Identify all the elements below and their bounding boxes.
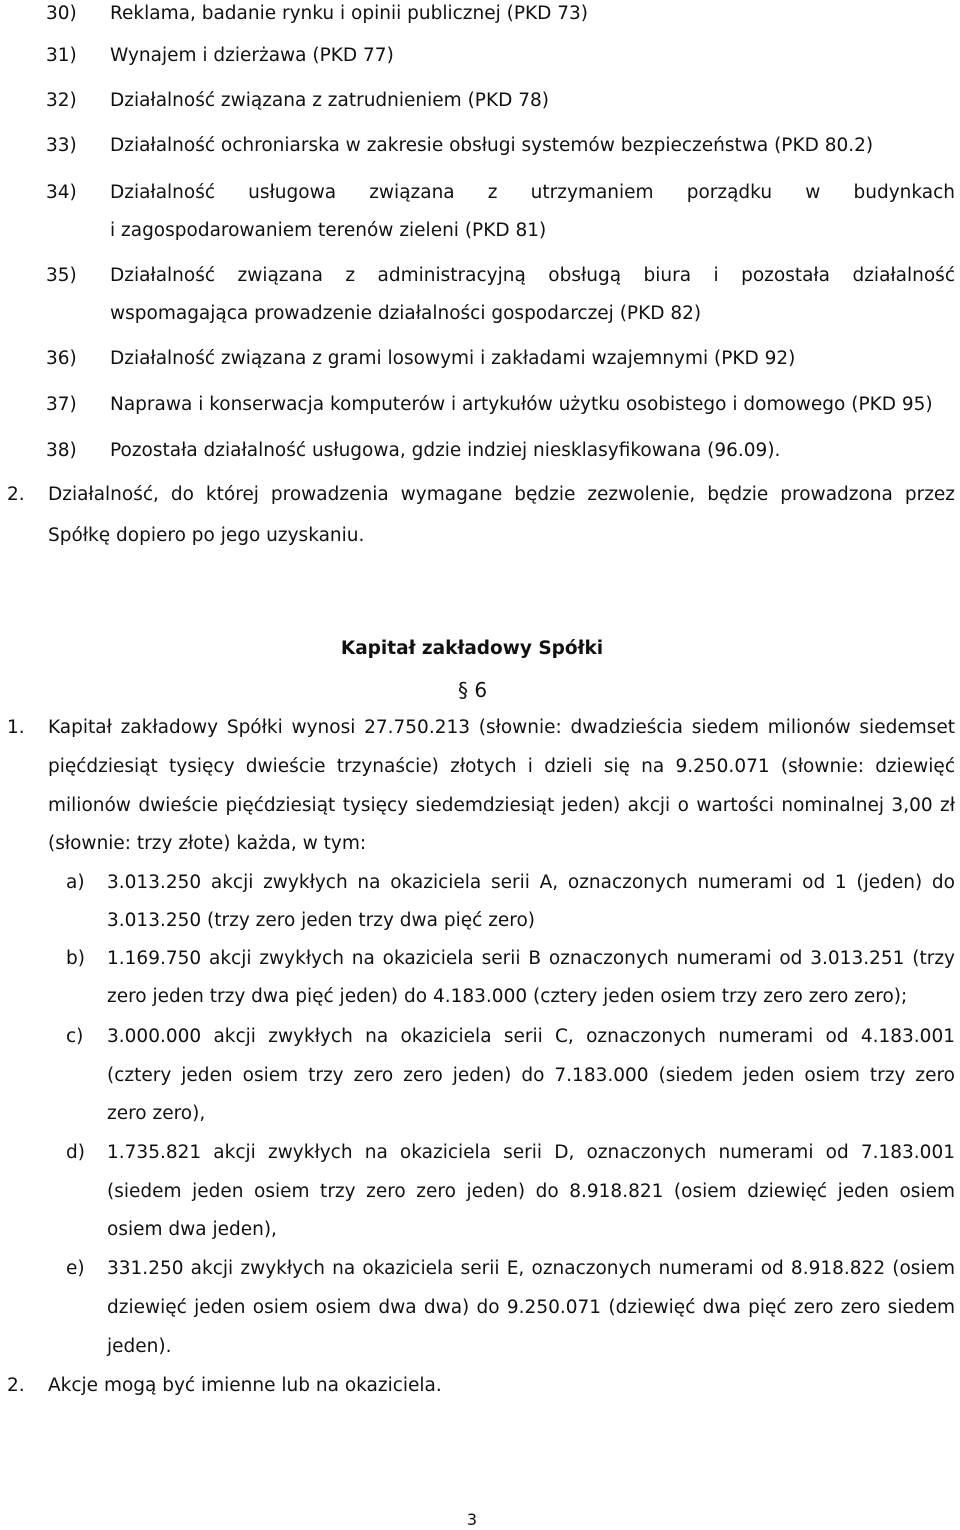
- list-item-text: Działalność związana z administracyjną obsługą biura i pozostała działalność: [110, 265, 955, 286]
- point-number: 2.: [7, 1375, 25, 1396]
- point-number: 1.: [7, 717, 25, 738]
- series-text: dziewięć jeden osiem osiem dwa dwa) do 9.250.071 (dziewięć dwa pięć zero zero siedem: [107, 1297, 955, 1318]
- list-item-number: 33): [46, 135, 77, 156]
- series-text: osiem dwa jeden),: [107, 1219, 277, 1240]
- list-item-number: 30): [46, 3, 77, 24]
- series-label: b): [66, 948, 85, 969]
- point-text: Działalność, do której prowadzenia wymagane będzie zezwolenie, będzie prowadzona przez: [48, 484, 955, 505]
- list-item-number: 35): [46, 265, 77, 286]
- section-heading: Kapitał zakładowy Spółki: [340, 638, 604, 659]
- series-text: 3.013.250 akcji zwykłych na okaziciela serii A, oznaczonych numerami od 1 (jeden) do: [107, 872, 955, 893]
- point-text: Spółkę dopiero po jego uzyskaniu.: [48, 525, 365, 546]
- series-label: d): [66, 1142, 85, 1163]
- list-item-text: Naprawa i konserwacja komputerów i artykułów użytku osobistego i domowego (PKD 95): [110, 394, 933, 415]
- list-item-number: 34): [46, 182, 77, 203]
- series-label: c): [66, 1026, 84, 1047]
- list-item-text: Działalność związana z grami losowymi i zakładami wzajemnymi (PKD 92): [110, 348, 796, 369]
- list-item-text: i zagospodarowaniem terenów zieleni (PKD 81): [110, 220, 547, 241]
- list-item-text: Pozostała działalność usługowa, gdzie indziej niesklasyfikowana (96.09).: [110, 440, 781, 461]
- page-number: 3: [466, 1510, 478, 1529]
- list-item-number: 31): [46, 45, 77, 66]
- series-label: a): [66, 872, 85, 893]
- list-item-number: 38): [46, 440, 77, 461]
- series-text: 331.250 akcji zwykłych na okaziciela serii E, oznaczonych numerami od 8.918.822 (osiem: [107, 1258, 955, 1279]
- list-item-text: Wynajem i dzierżawa (PKD 77): [110, 45, 394, 66]
- series-text: (cztery jeden osiem trzy zero zero jeden) do 7.183.000 (siedem jeden osiem trzy zero: [107, 1065, 955, 1086]
- series-text: 1.169.750 akcji zwykłych na okaziciela serii B oznaczonych numerami od 3.013.251 (trzy: [107, 948, 955, 969]
- list-item-number: 32): [46, 90, 77, 111]
- list-item-number: 37): [46, 394, 77, 415]
- series-label: e): [66, 1258, 85, 1279]
- capital-text: milionów dwieście pięćdziesiąt tysięcy siedemdziesiąt jeden) akcji o wartości nominalnej 3,00 zł: [48, 795, 955, 816]
- paragraph-number: § 6: [458, 678, 488, 702]
- point-text: Akcje mogą być imienne lub na okaziciela.: [48, 1375, 442, 1396]
- list-item-text: wspomagająca prowadzenie działalności gospodarczej (PKD 82): [110, 303, 702, 324]
- series-text: 1.735.821 akcji zwykłych na okaziciela serii D, oznaczonych numerami od 7.183.001: [107, 1142, 955, 1163]
- capital-text: (słownie: trzy złote) każda, w tym:: [48, 833, 367, 854]
- list-item-text: Działalność ochroniarska w zakresie obsługi systemów bezpieczeństwa (PKD 80.2): [110, 135, 874, 156]
- capital-text: Kapitał zakładowy Spółki wynosi 27.750.213 (słownie: dwadzieścia siedem milionów siedemset: [48, 717, 955, 738]
- list-item-text: Działalność związana z zatrudnieniem (PKD 78): [110, 90, 549, 111]
- series-text: zero zero),: [107, 1103, 206, 1124]
- series-text: jeden).: [107, 1336, 172, 1357]
- list-item-number: 36): [46, 348, 77, 369]
- series-text: zero jeden trzy dwa pięć jeden) do 4.183.000 (cztery jeden osiem trzy zero zero zero);: [107, 986, 908, 1007]
- series-text: 3.013.250 (trzy zero jeden trzy dwa pięć zero): [107, 910, 536, 931]
- list-item-text: Reklama, badanie rynku i opinii publicznej (PKD 73): [110, 3, 589, 24]
- point-number: 2.: [7, 484, 25, 505]
- series-text: (siedem jeden osiem trzy zero zero jeden) do 8.918.821 (osiem dziewięć jeden osiem: [107, 1181, 955, 1202]
- list-item-text: Działalność usługowa związana z utrzymaniem porządku w budynkach: [110, 182, 955, 203]
- capital-text: pięćdziesiąt tysięcy dwieście trzynaście) złotych i dzieli się na 9.250.071 (słownie: dziewięć: [48, 756, 955, 777]
- series-text: 3.000.000 akcji zwykłych na okaziciela serii C, oznaczonych numerami od 4.183.001: [107, 1026, 955, 1047]
